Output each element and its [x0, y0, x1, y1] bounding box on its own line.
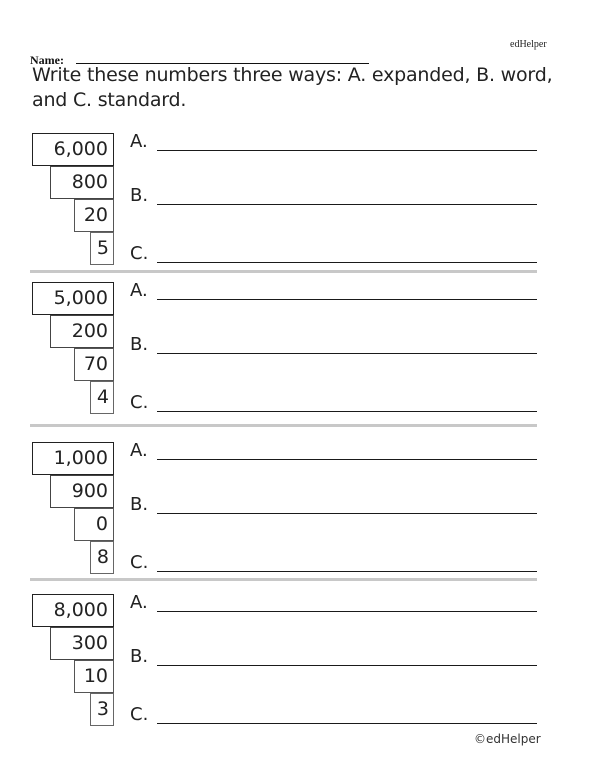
answer-c-row: [130, 392, 540, 414]
place-value-box-thousands: 1,000: [32, 442, 114, 475]
answer-a-label: A.: [130, 592, 148, 613]
answer-b-input-line[interactable]: [157, 204, 537, 205]
instructions-text: Write these numbers three ways: A. expanded, B. word, and C. standard.: [32, 64, 553, 111]
answer-b-label: B.: [130, 494, 149, 515]
section-divider: [30, 578, 537, 581]
place-value-box-hundreds: 900: [50, 475, 114, 508]
answer-c-row: [130, 552, 540, 574]
place-value-box-ones: 4: [90, 381, 114, 414]
answer-a-label: A.: [130, 440, 148, 461]
answer-c-label: C.: [130, 552, 149, 573]
place-value-box-thousands: 5,000: [32, 282, 114, 315]
place-value-box-ones: 8: [90, 541, 114, 574]
section-divider: [30, 424, 537, 427]
answer-c-input-line[interactable]: [157, 411, 537, 412]
section-divider: [30, 270, 537, 273]
place-value-box-tens: 70: [74, 348, 114, 381]
answer-c-row: [130, 243, 540, 265]
answer-a-label: A.: [130, 131, 148, 152]
answer-b-input-line[interactable]: [157, 353, 537, 354]
answer-b-label: B.: [130, 646, 149, 667]
answer-b-input-line[interactable]: [157, 665, 537, 666]
place-value-box-tens: 10: [74, 660, 114, 693]
answer-a-input-line[interactable]: [157, 150, 537, 151]
answer-c-label: C.: [130, 704, 149, 725]
brand-label: edHelper: [510, 39, 547, 50]
place-value-box-tens: 0: [74, 508, 114, 541]
answer-c-label: C.: [130, 243, 149, 264]
answer-a-input-line[interactable]: [157, 299, 537, 300]
place-value-box-hundreds: 300: [50, 627, 114, 660]
answer-b-row: [130, 334, 540, 356]
place-value-box-thousands: 6,000: [32, 133, 114, 166]
answer-a-input-line[interactable]: [157, 611, 537, 612]
answer-a-input-line[interactable]: [157, 459, 537, 460]
place-value-box-thousands: 8,000: [32, 594, 114, 627]
answer-b-label: B.: [130, 185, 149, 206]
copyright-label: ©edHelper: [474, 732, 541, 746]
answer-a-label: A.: [130, 280, 148, 301]
place-value-box-hundreds: 200: [50, 315, 114, 348]
answer-b-row: [130, 185, 540, 207]
answer-c-row: [130, 704, 540, 726]
answer-b-row: [130, 494, 540, 516]
answer-c-input-line[interactable]: [157, 723, 537, 724]
answer-b-label: B.: [130, 334, 149, 355]
place-value-box-tens: 20: [74, 199, 114, 232]
place-value-box-ones: 5: [90, 232, 114, 265]
answer-c-input-line[interactable]: [157, 571, 537, 572]
name-label: Name:: [30, 53, 64, 67]
answer-a-row: [130, 440, 540, 462]
answer-a-row: [130, 592, 540, 614]
answer-b-input-line[interactable]: [157, 513, 537, 514]
answer-b-row: [130, 646, 540, 668]
answer-c-input-line[interactable]: [157, 262, 537, 263]
place-value-box-ones: 3: [90, 693, 114, 726]
answer-c-label: C.: [130, 392, 149, 413]
place-value-box-hundreds: 800: [50, 166, 114, 199]
answer-a-row: [130, 280, 540, 302]
answer-a-row: [130, 131, 540, 153]
